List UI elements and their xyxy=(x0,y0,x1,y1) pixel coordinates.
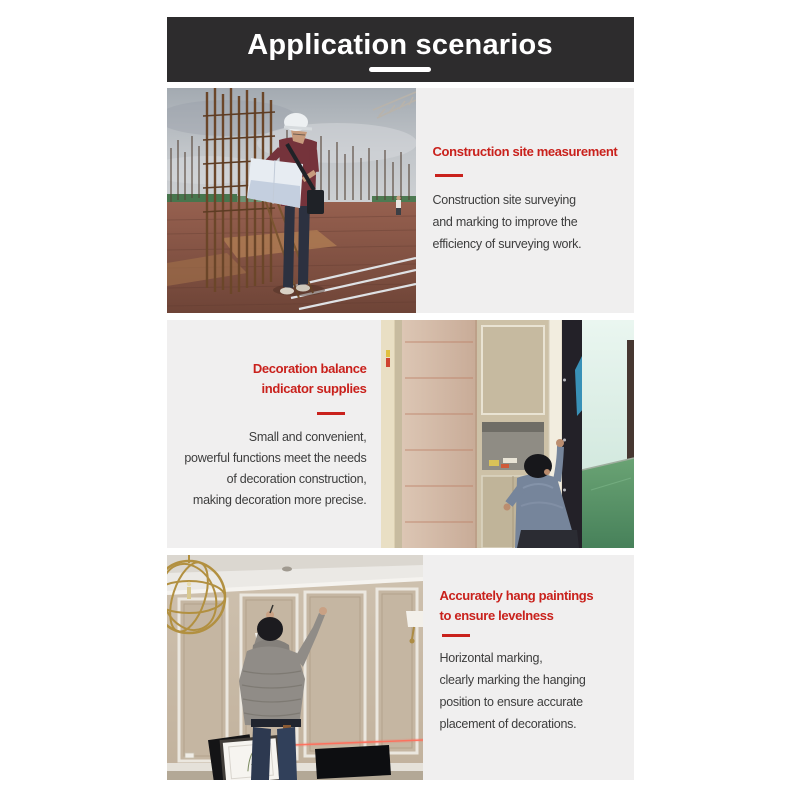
distant-worker xyxy=(396,196,401,215)
shoulder-bag xyxy=(307,190,324,214)
body-line: making decoration more precise. xyxy=(192,493,367,507)
body-line: efficiency of surveying work. xyxy=(432,237,582,251)
head xyxy=(257,617,283,641)
heading-line: Construction site measurement xyxy=(432,144,618,159)
raised-hand xyxy=(556,439,564,447)
raised-hand xyxy=(319,607,327,615)
construction-text-panel xyxy=(416,88,634,313)
hanging-text-panel xyxy=(423,555,634,780)
section-heading xyxy=(171,359,367,399)
corridor xyxy=(582,320,634,548)
hang-painting-photo xyxy=(167,555,423,780)
application-scenarios-section xyxy=(167,0,634,780)
body-line: of decoration construction, xyxy=(226,472,367,486)
page-title: Application scenarios xyxy=(247,29,553,61)
hang-painting-illustration xyxy=(167,555,423,780)
jeans xyxy=(251,727,271,780)
section-heading xyxy=(440,586,626,626)
heading-accent-bar xyxy=(317,412,345,415)
section-banner xyxy=(167,17,634,82)
plywood-door xyxy=(402,320,477,548)
wall-outlet xyxy=(185,753,194,758)
pencil-mark-yellow xyxy=(386,350,390,357)
construction-site-illustration xyxy=(167,88,416,313)
heading-line: to ensure levelness xyxy=(439,608,554,623)
belt xyxy=(251,719,301,727)
section-heading xyxy=(433,142,626,162)
body-line: Small and convenient, xyxy=(248,430,367,444)
heading-line: Accurately hang paintings xyxy=(439,588,594,603)
tv-screen xyxy=(315,745,391,779)
body-line: powerful functions meet the needs xyxy=(184,451,367,465)
section-body xyxy=(433,189,626,255)
section-body xyxy=(171,427,367,511)
body-line: position to ensure accurate xyxy=(439,695,583,709)
scenario-row-construction xyxy=(167,88,634,313)
heading-accent-bar xyxy=(435,174,463,177)
body-line: Horizontal marking, xyxy=(439,651,543,665)
door-frame-left xyxy=(381,320,402,548)
scenario-row-decoration xyxy=(167,320,634,548)
pencil-mark-red xyxy=(386,358,390,367)
heading-line: indicator supplies xyxy=(261,381,367,396)
green-floor xyxy=(582,458,634,548)
framed-artwork xyxy=(221,737,281,780)
heading-line: Decoration balance xyxy=(252,361,367,376)
body-line: clearly marking the hanging xyxy=(439,673,586,687)
body-line: placement of decorations. xyxy=(439,717,577,731)
title-underline xyxy=(369,67,431,72)
section-body xyxy=(440,647,626,735)
decoration-text-panel xyxy=(167,320,381,548)
decoration-work-photo xyxy=(381,320,634,548)
far-door xyxy=(627,340,634,472)
scenario-row-hanging xyxy=(167,555,634,780)
decoration-work-illustration xyxy=(381,320,634,548)
construction-site-photo xyxy=(167,88,416,313)
heading-accent-bar xyxy=(442,634,470,637)
body-line: and marking to improve the xyxy=(432,215,578,229)
body-line: Construction site surveying xyxy=(432,193,576,207)
